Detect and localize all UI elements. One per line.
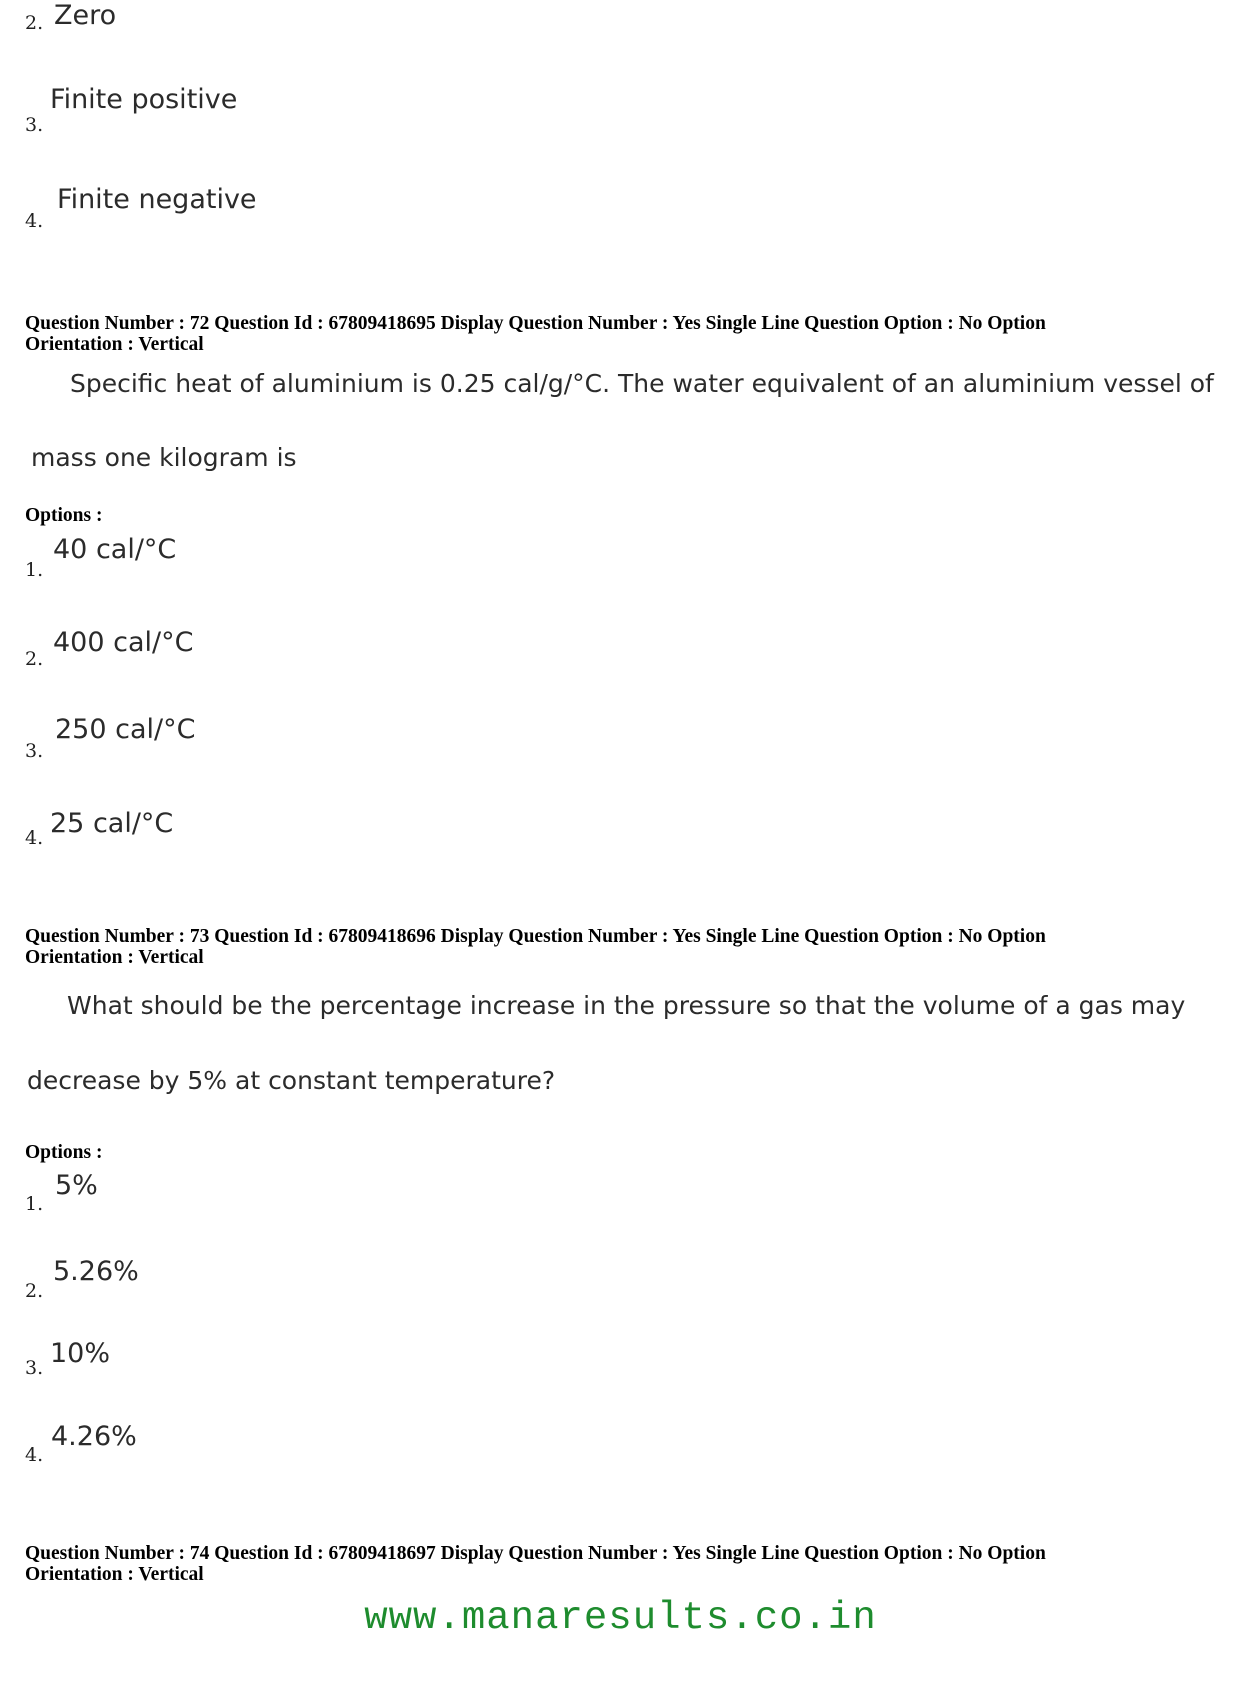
question-meta-line2: Orientation : Vertical [25,334,204,355]
question-meta [25,926,1205,968]
option-number: 2. [25,1280,44,1302]
option-number: 4. [25,1444,44,1466]
option-text: Zero [54,0,117,31]
option-number: 3. [25,114,44,136]
option-number: 1. [25,559,44,581]
option-text: 250 cal/°C [55,714,196,745]
question-meta-line1: Question Number : 72 Question Id : 67809418695 Display Question Number : Yes Single Line Question Option : No Option [25,313,1046,334]
question-meta-line2: Orientation : Vertical [25,947,204,968]
options-label: Options : [25,505,103,526]
option-text: 5.26% [53,1256,139,1287]
option-text: 400 cal/°C [53,627,194,658]
option-number: 4. [25,827,44,849]
question-text-line1: What should be the percentage increase in the pressure so that the volume of a gas may [67,991,1186,1020]
question-meta [25,1543,1205,1585]
option-text: Finite negative [57,184,257,215]
question-meta [25,313,1205,355]
question-text-line2: mass one kilogram is [31,443,297,472]
option-text: Finite positive [50,84,238,115]
option-text: 25 cal/°C [50,808,174,839]
question-text-line2: decrease by 5% at constant temperature? [27,1066,556,1095]
option-number: 3. [25,1357,44,1379]
option-number: 4. [25,210,44,232]
option-number: 3. [25,740,44,762]
options-label: Options : [25,1142,103,1163]
question-text-line1: Specific heat of aluminium is 0.25 cal/g/°C. The water equivalent of an aluminium vessel of [70,369,1214,398]
option-number: 1. [25,1193,44,1215]
option-text: 5% [55,1170,98,1201]
question-meta-line2: Orientation : Vertical [25,1564,204,1585]
question-meta-line1: Question Number : 73 Question Id : 67809418696 Display Question Number : Yes Single Line Question Option : No Option [25,926,1046,947]
question-meta-line1: Question Number : 74 Question Id : 67809418697 Display Question Number : Yes Single Line Question Option : No Option [25,1543,1046,1564]
option-text: 40 cal/°C [53,534,177,565]
option-number: 2. [25,12,44,34]
footer-url: www.manaresults.co.in [364,1596,877,1640]
option-text: 10% [50,1338,111,1369]
option-number: 2. [25,648,44,670]
option-text: 4.26% [51,1421,137,1452]
